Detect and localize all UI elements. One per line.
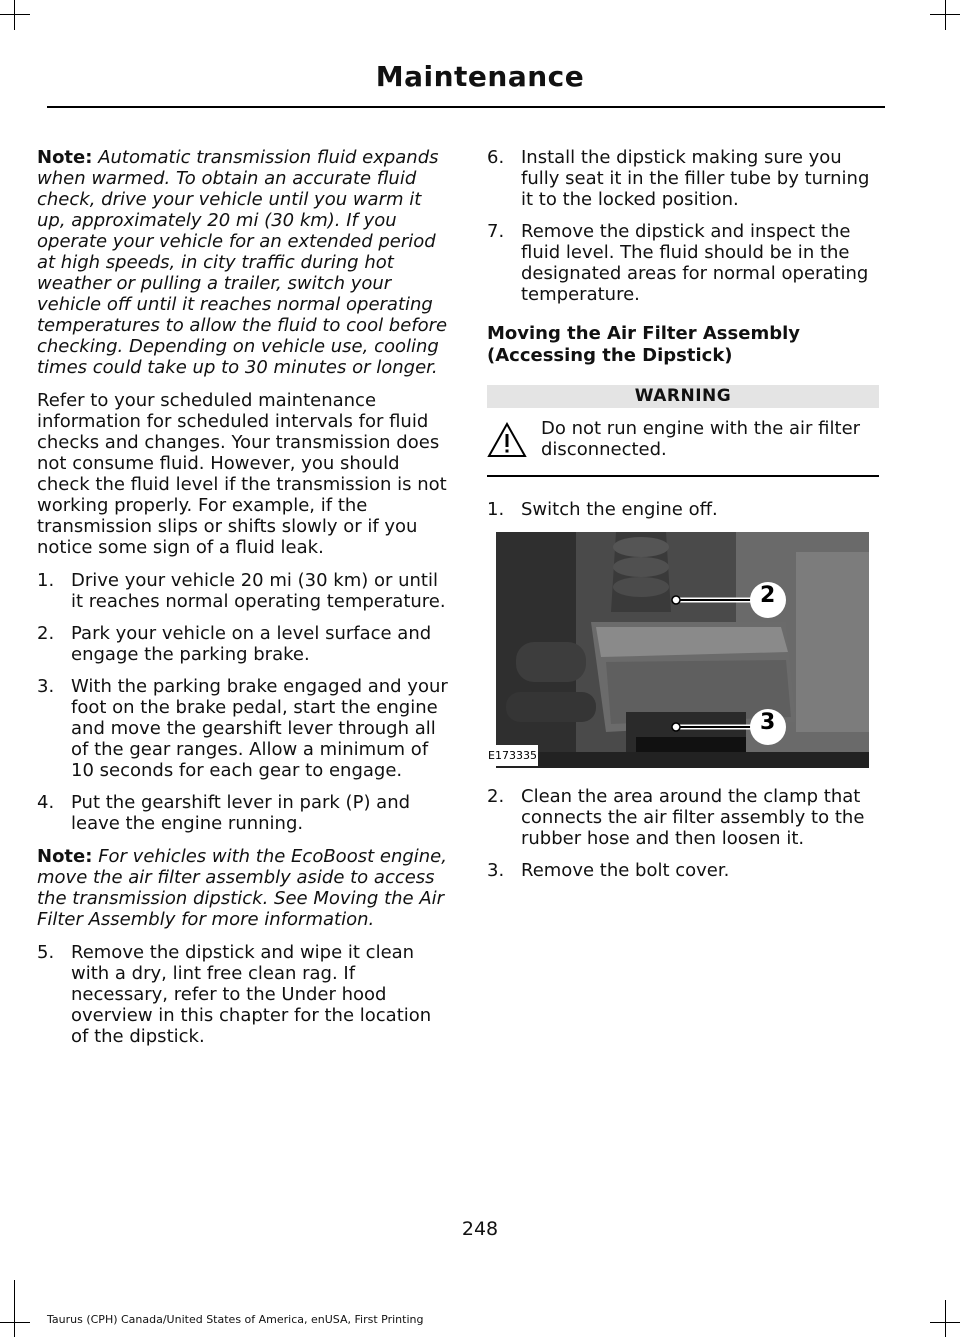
note-label: Note: (37, 846, 93, 867)
list-item (37, 676, 449, 781)
steps-list (487, 499, 879, 520)
step-number: 3. (37, 676, 55, 697)
step-number: 1. (37, 570, 55, 591)
warning-triangle-icon (487, 422, 541, 463)
list-item (37, 623, 449, 665)
note-ecoboost (37, 846, 449, 930)
steps-list (37, 570, 449, 834)
step-number: 1. (487, 499, 505, 520)
list-item (487, 221, 879, 305)
header-divider (47, 106, 885, 108)
step-text: Switch the engine off. (521, 499, 718, 520)
crop-mark (930, 14, 960, 15)
step-text: Remove the bolt cover. (521, 860, 730, 881)
list-item (37, 792, 449, 834)
note-text: For vehicles with the EcoBoost engine, move the air filter assembly aside to access the transmission dipstick. See Moving the Air Filter Assembly for more information. (37, 846, 447, 930)
step-number: 4. (37, 792, 55, 813)
paragraph-scheduled-maintenance: Refer to your scheduled maintenance information for scheduled intervals for fluid checks and changes. Your transmission does not consume fluid. However, you should check the fluid level if the transmission is not working properly. For example, if the transmission slips or shifts slowly or if you notice some sign of a fluid leak. (37, 390, 447, 558)
list-item (37, 570, 449, 612)
step-text: Remove the dipstick and wipe it clean with a dry, lint free clean rag. If necessary, refer to the Under hood overview in this chapter for the location of the dipstick. (71, 942, 432, 1047)
figure-id: E173335 (487, 745, 538, 766)
crop-mark (0, 14, 30, 15)
callout-2: 2 (760, 583, 776, 608)
crop-mark (14, 0, 15, 30)
right-column (487, 147, 879, 893)
step-text: Drive your vehicle 20 mi (30 km) or until it reaches normal operating temperature. (71, 570, 446, 612)
callout-3: 3 (760, 710, 776, 735)
crop-mark (14, 1280, 15, 1337)
page-title: Maintenance (375, 60, 585, 93)
section-heading: Moving the Air Filter Assembly (Accessing the Dipstick) (487, 323, 800, 366)
note-text: Automatic transmission fluid expands when warmed. To obtain an accurate fluid check, drive your vehicle until you warm it up, approximately 20 mi (30 km). If you operate your vehicle for an extended period at high speeds, in city traffic during hot weather or pulling a trailer, switch your vehicle off until it reaches normal operating temperatures to allow the fluid to cool before checking. Depending on vehicle use, cooling times could take up to 30 minutes or longer. (37, 147, 448, 378)
steps-list (37, 942, 449, 1047)
engine-bay-photo (496, 532, 869, 768)
list-item (37, 942, 449, 1047)
list-item (487, 499, 879, 520)
step-number: 3. (487, 860, 505, 881)
footer-text: Taurus (CPH) Canada/United States of America, enUSA, First Printing (47, 1313, 424, 1326)
step-number: 2. (37, 623, 55, 644)
page-number: 248 (461, 1218, 499, 1240)
crop-mark (0, 1322, 30, 1323)
step-number: 2. (487, 786, 505, 807)
step-number: 5. (37, 942, 55, 963)
step-text: Remove the dipstick and inspect the fluid level. The fluid should be in the designated areas for normal operating temperature. (521, 221, 869, 305)
list-item (487, 786, 879, 849)
note-label: Note: (37, 147, 93, 168)
step-text: Clean the area around the clamp that connects the air filter assembly to the rubber hose and then loosen it. (521, 786, 865, 849)
list-item (487, 860, 879, 881)
crop-mark (930, 1322, 960, 1323)
step-text: Park your vehicle on a level surface and engage the parking brake. (71, 623, 432, 665)
step-text: With the parking brake engaged and your foot on the brake pedal, start the engine and move the gearshift lever through all of the gear ranges. Allow a minimum of 10 seconds for each gear to engage. (71, 676, 448, 781)
list-item (487, 147, 879, 210)
step-text: Install the dipstick making sure you fully seat it in the filler tube by turning it to the locked position. (521, 147, 870, 210)
air-filter-figure (487, 532, 879, 768)
note-automatic-fluid (37, 147, 449, 378)
crop-mark (945, 1300, 946, 1337)
left-column (37, 147, 449, 1059)
step-text: Put the gearshift lever in park (P) and leave the engine running. (71, 792, 411, 834)
warning-text: Do not run engine with the air filter disconnected. (541, 418, 861, 460)
warning-box (487, 418, 879, 477)
warning-title: WARNING (487, 385, 879, 408)
crop-mark (945, 0, 946, 30)
step-number: 7. (487, 221, 505, 242)
steps-list (487, 786, 879, 881)
step-number: 6. (487, 147, 505, 168)
steps-list (487, 147, 879, 305)
